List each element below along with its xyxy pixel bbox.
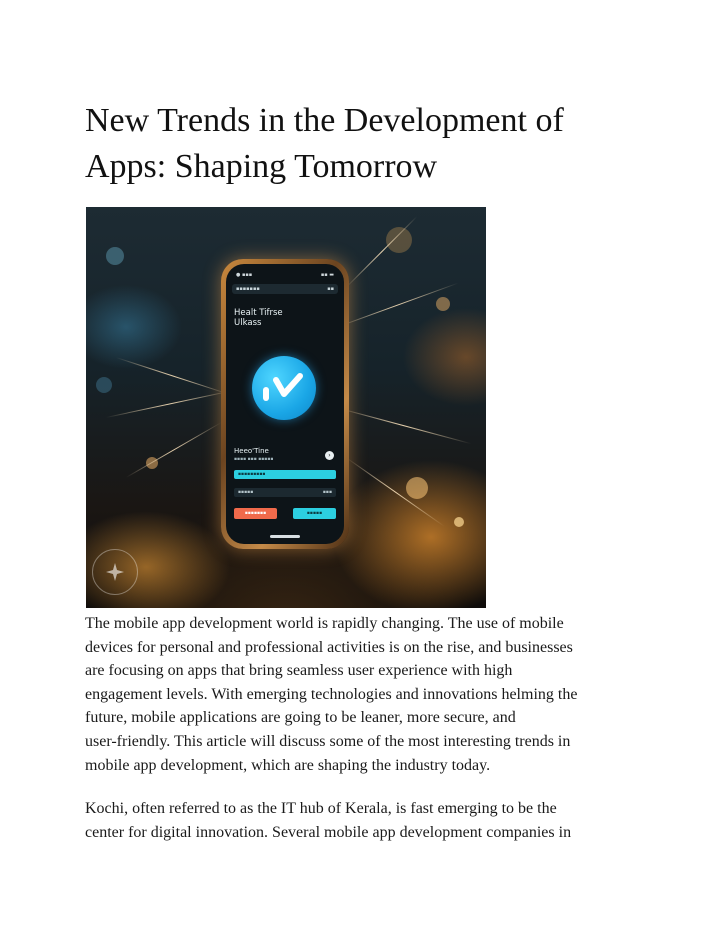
spark-line [346,216,417,287]
app-title: Healt Tifrse Ulkass [234,308,283,328]
next-button: › [325,451,334,460]
paragraph-intro: The mobile app development world is rapidly changing. The use of mobile devices for personal and professional activities is on the rise, and businesses are focusing on apps that bring seamless user experience with high engagement levels. With emerging technologies and innovations helming the future, mobile applications are going to be leaner, more secure, and user-friendly. This article will discuss some of the most interesting trends in mobile app development, which are shaping the industry today. [85,615,578,774]
spark-line [106,390,233,418]
app-logo-icon [252,356,316,420]
confirm-button: ▪▪▪▪▪ [293,508,336,519]
section-subtitle: ▪▪▪▪ ▪▪▪ ▪▪▪▪▪ [234,457,274,462]
app-top-bar: ▪▪▪▪▪▪▪ ▪▪ [232,284,338,294]
spark-line [346,457,445,527]
spark-line [336,407,471,444]
smartphone [221,259,349,549]
bokeh-light [406,477,428,499]
phone-screen [226,264,344,544]
bokeh-light [96,377,112,393]
primary-field: ▪▪▪▪▪▪▪▪▪ [234,470,336,479]
spark-line [116,357,230,395]
watermark-logo [92,549,138,595]
status-bar: ● ▪▪▪ ▪▪ ▬ [236,272,334,278]
paragraph-kochi: Kochi, often referred to as the IT hub of Kerala, is fast emerging to be the center for digital innovation. Several mobile app development companies in [85,800,572,841]
secondary-field: ▪▪▪▪▪ ▪▪▪ [234,488,336,497]
bokeh-light [436,297,450,311]
section-title: Heeo'Tine [234,447,269,455]
bokeh-light [386,227,412,253]
bokeh-light [106,247,124,265]
bokeh-light [454,517,464,527]
article-title: New Trends in the Development of Apps: Shaping Tomorrow [85,102,564,185]
hero-image [86,207,486,608]
cancel-button: ▪▪▪▪▪▪▪ [234,508,277,519]
spark-line [126,422,222,478]
home-indicator [270,535,300,538]
